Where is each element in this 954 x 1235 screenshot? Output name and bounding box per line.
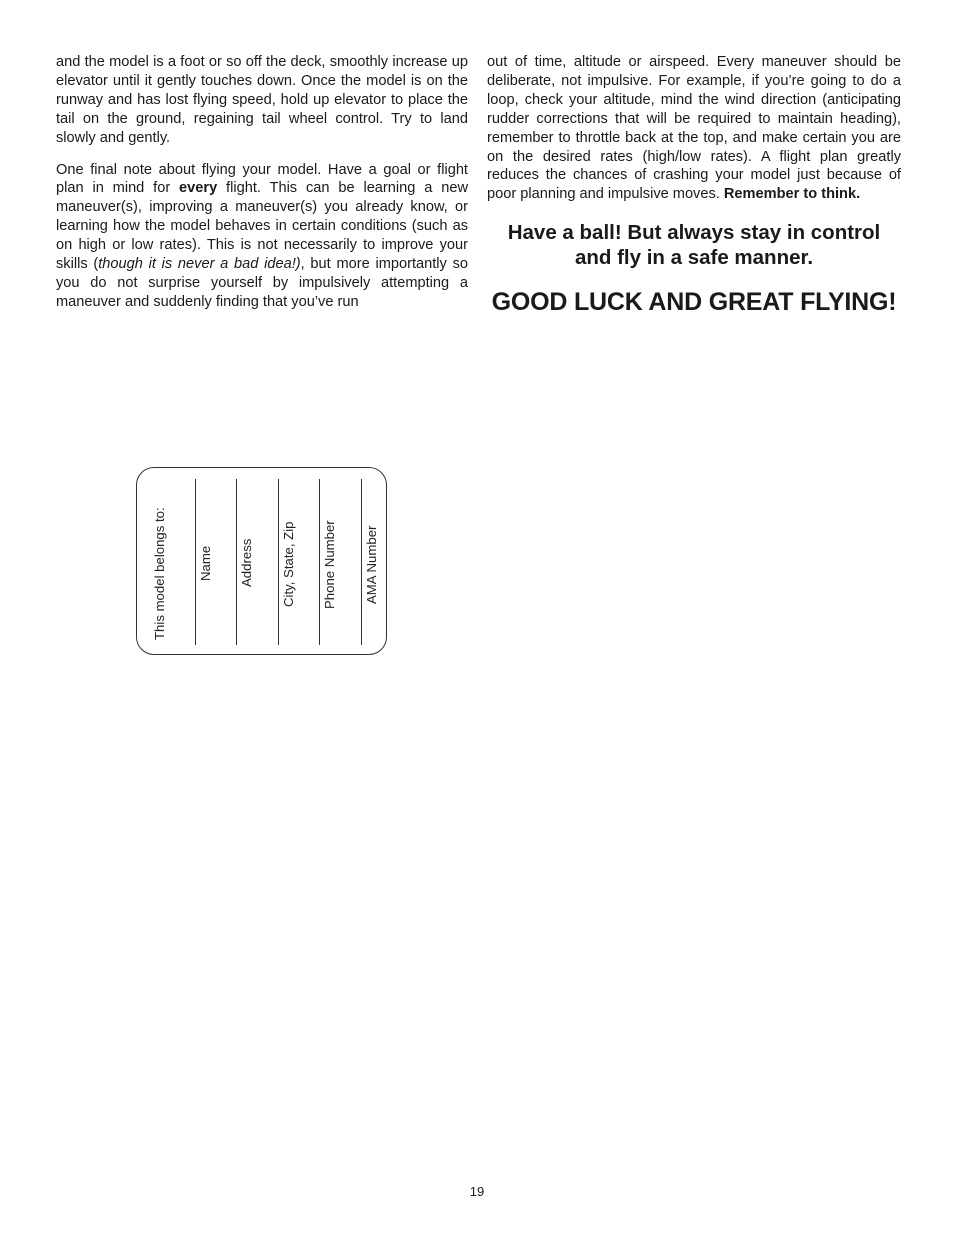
flight-plan-aside: though it is never a bad idea!) xyxy=(98,256,301,273)
field-label-address: Address xyxy=(239,538,254,587)
field-line-city-state-zip xyxy=(278,479,279,645)
field-label-ama-number: AMA Number xyxy=(364,525,379,604)
flight-plan-text-c: , but more importantly so you do not surprise yourself by impulsively attempting a maneuver and suddenly finding that you’ve run xyxy=(56,256,468,310)
ownership-card-title: This model belongs to: xyxy=(152,507,167,640)
field-label-phone-number: Phone Number xyxy=(322,520,337,609)
safety-heading-line-1: Have a ball! But always stay in control xyxy=(507,221,881,245)
ownership-card xyxy=(136,467,387,655)
closing-heading: GOOD LUCK AND GREAT FLYING! xyxy=(491,288,897,317)
flight-plan-text-b: flight. This can be learning a new maneuver(s), improving a maneuver(s) you already know, or learning how the model behaves in certain conditions (such as on high or low rates). This is not necessarily to improve your skills ( xyxy=(56,180,468,273)
page-number: 19 xyxy=(469,1184,485,1199)
field-line-name xyxy=(195,479,196,645)
maneuver-text: out of time, altitude or airspeed. Every maneuver should be deliberate, not impulsive. For example, if you’re going to do a loop, check your altitude, mind the wind direction (anticipating rudder corrections that will be required to maintain heading), remember to throttle back at the top, and make certain you are on the desired rates (high/low rates). A flight plan greatly reduces the chances of crashing your model just because of poor planning and impulsive moves. xyxy=(487,54,901,203)
field-line-phone-number xyxy=(319,479,320,645)
flight-plan-paragraph xyxy=(56,161,468,312)
remember-to-think: Remember to think. xyxy=(723,186,861,203)
field-label-name: Name xyxy=(198,545,213,581)
flight-plan-emphasis: every xyxy=(179,180,218,197)
landing-paragraph: and the model is a foot or so off the deck, smoothly increase up elevator until it gently touches down. Once the model is on the runway and has lost flying speed, hold up elevator to place the tail on the ground, regaining tail wheel control. Try to land slowly and gently. xyxy=(56,54,468,146)
field-line-ama-number xyxy=(361,479,362,645)
maneuver-paragraph xyxy=(487,53,901,204)
field-line-address xyxy=(236,479,237,645)
safety-heading-line-2: and fly in a safe manner. xyxy=(574,246,814,270)
right-column xyxy=(487,53,901,317)
left-column xyxy=(56,53,468,312)
field-label-city-state-zip: City, State, Zip xyxy=(281,521,296,607)
safety-heading xyxy=(487,220,901,270)
flight-plan-text-a: One final note about flying your model. Have a goal or flight plan in mind for xyxy=(56,161,468,197)
